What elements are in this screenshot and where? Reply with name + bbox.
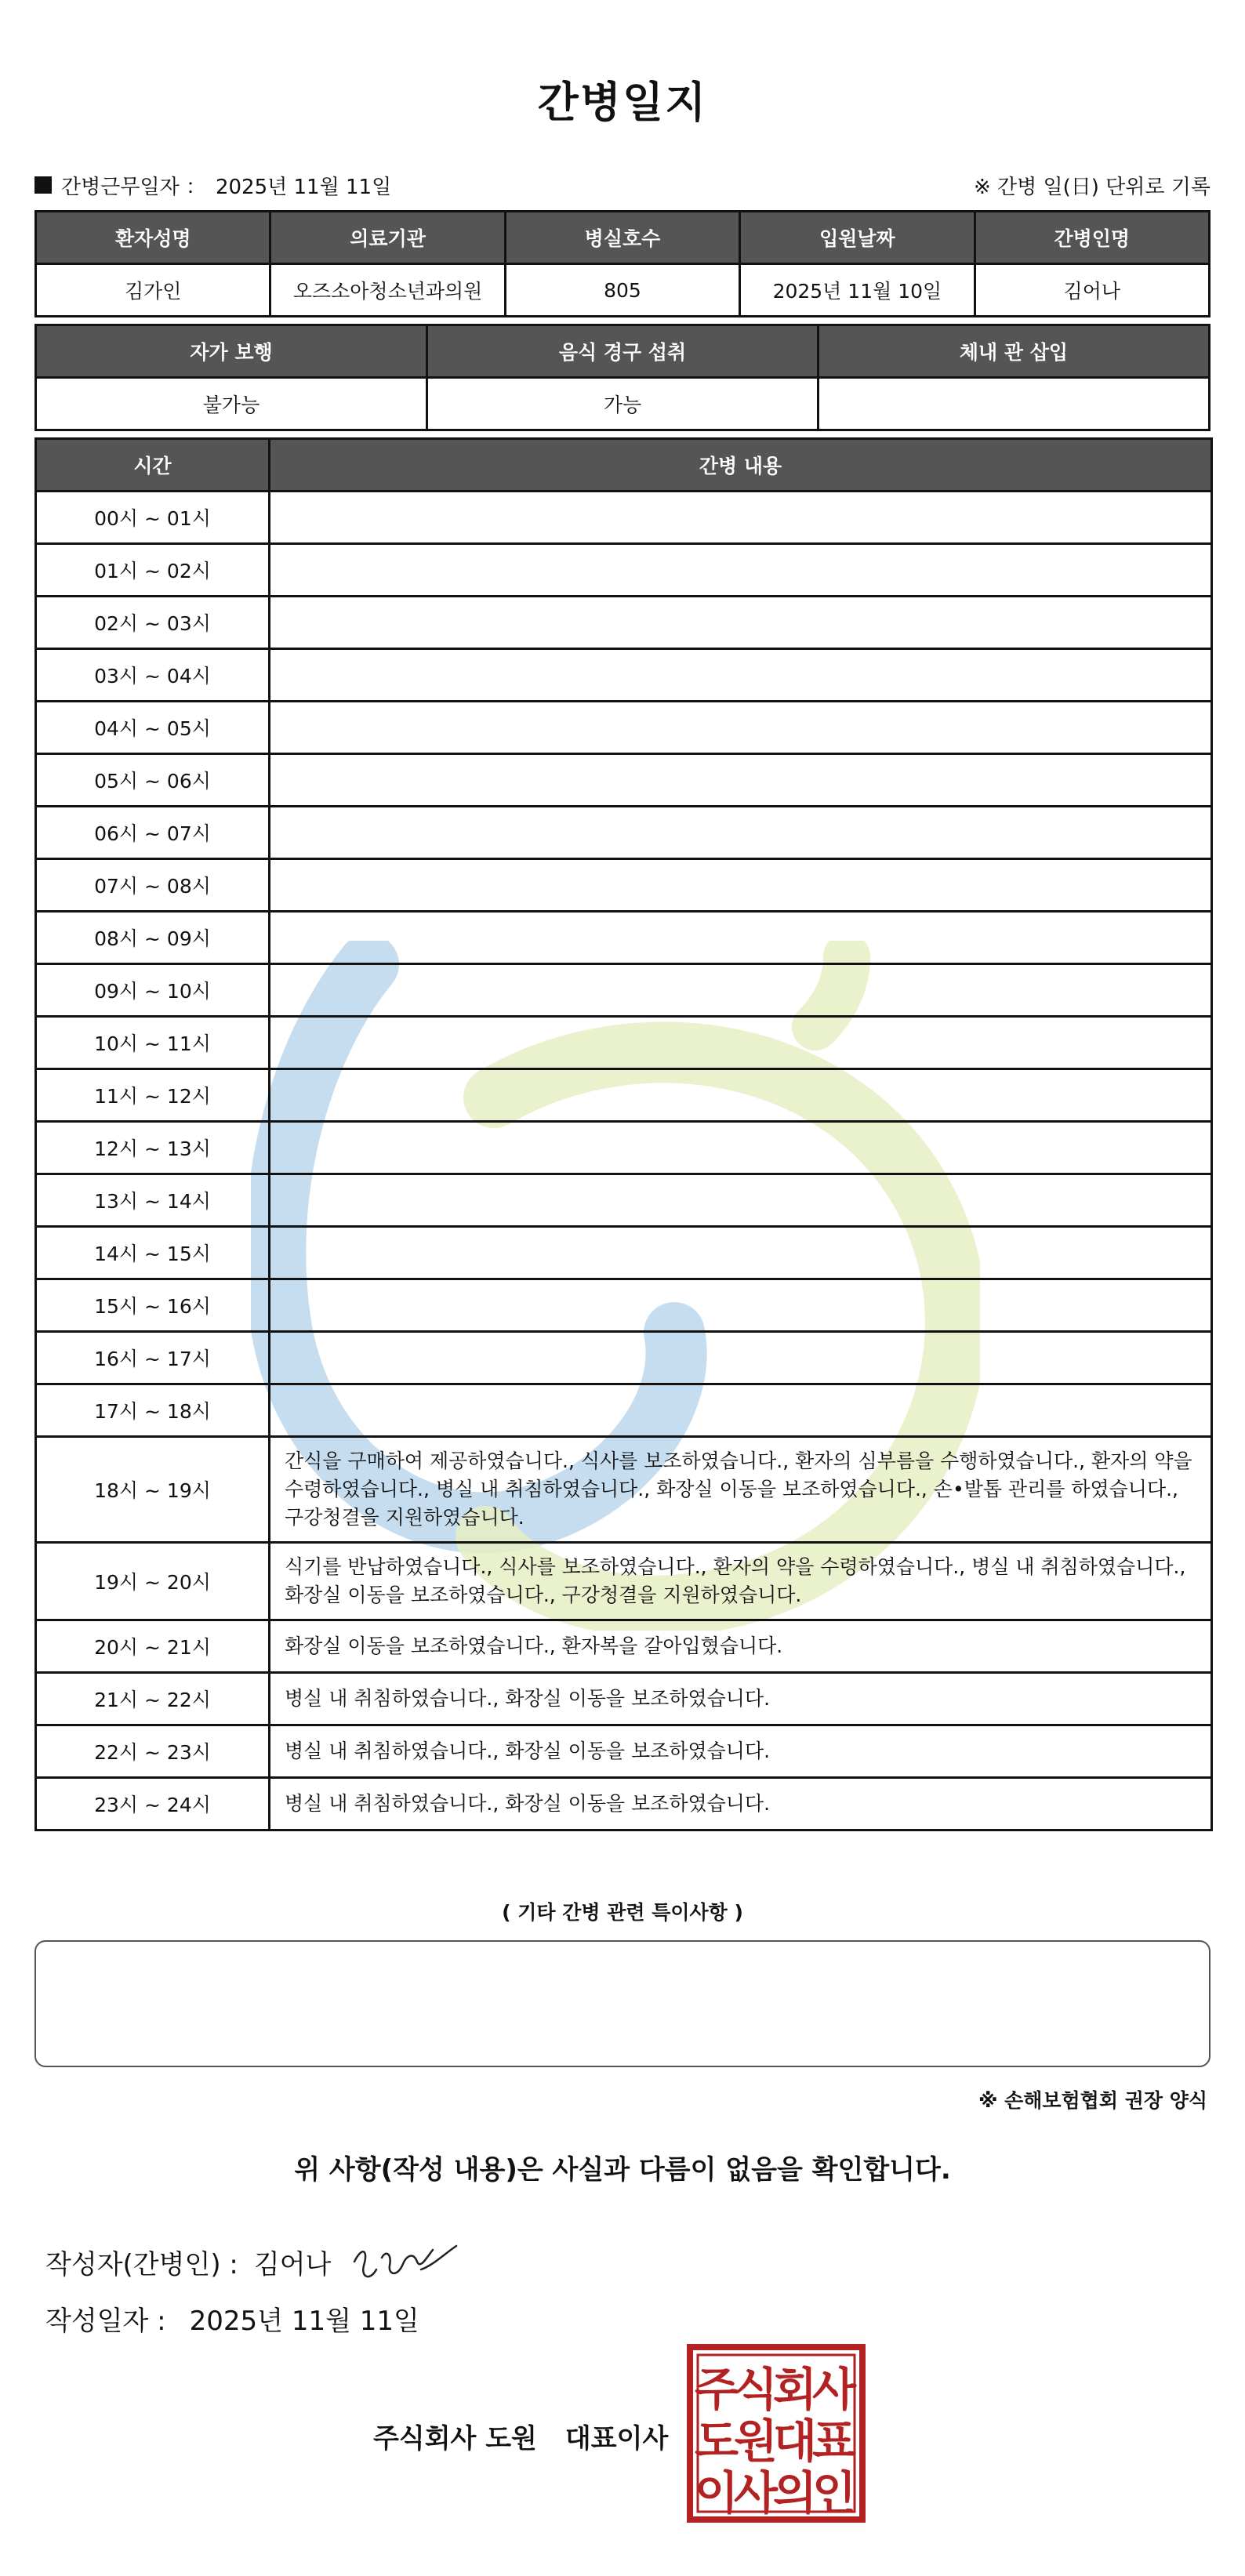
seal-char: 주	[694, 2363, 739, 2416]
care-log-body	[36, 492, 1212, 1830]
header-hospital: 의료기관	[270, 212, 505, 264]
care-content-cell	[270, 492, 1212, 544]
header-walking: 자가 보행	[36, 325, 427, 378]
care-content-cell	[270, 754, 1212, 807]
table-row	[36, 544, 1212, 597]
care-content-cell: 식기를 반납하였습니다., 식사를 보조하였습니다., 환자의 약을 수령하였습니다., 병실 내 취침하였습니다., 화장실 이동을 보조하였습니다., 구강청결을 지원하였습니다.	[270, 1543, 1212, 1620]
written-date-label: 작성일자 :	[45, 2306, 166, 2337]
time-cell: 14시 ~ 15시	[36, 1227, 270, 1279]
writer-line	[45, 2234, 464, 2289]
care-content-cell	[270, 1384, 1212, 1437]
table-row	[36, 1543, 1212, 1620]
recommend-note: ※ 손해보험협회 권장 양식	[978, 2089, 1207, 2112]
header-admission-date: 입원날짜	[740, 212, 975, 264]
seal-char: 인	[811, 2466, 857, 2520]
time-cell: 01시 ~ 02시	[36, 544, 270, 597]
care-content-cell	[270, 597, 1212, 649]
oral-intake-value: 가능	[427, 378, 819, 430]
table-row	[36, 1725, 1212, 1778]
writer-name: 김어나	[253, 2248, 332, 2280]
care-content-cell	[270, 1332, 1212, 1384]
header-oral-intake: 음식 경구 섭취	[427, 325, 819, 378]
walking-value: 불가능	[36, 378, 427, 430]
time-cell: 23시 ~ 24시	[36, 1778, 270, 1830]
time-cell: 16시 ~ 17시	[36, 1332, 270, 1384]
table-row	[36, 1174, 1212, 1227]
time-cell: 13시 ~ 14시	[36, 1174, 270, 1227]
unit-note: ※ 간병 일(日) 단위로 기록	[973, 175, 1211, 199]
header-time: 시간	[36, 439, 270, 492]
care-content-cell	[270, 702, 1212, 754]
table-row	[36, 1069, 1212, 1122]
time-cell: 17시 ~ 18시	[36, 1384, 270, 1437]
seal-char: 원	[733, 2415, 779, 2468]
time-cell: 22시 ~ 23시	[36, 1725, 270, 1778]
table-row	[36, 702, 1212, 754]
care-log-table	[34, 437, 1213, 1831]
header-patient-name: 환자성명	[36, 212, 270, 264]
time-cell: 04시 ~ 05시	[36, 702, 270, 754]
table-row	[36, 964, 1212, 1017]
admission-date: 2025년 11월 10일	[740, 264, 975, 317]
table-row	[36, 1384, 1212, 1437]
care-content-cell	[270, 1174, 1212, 1227]
seal-char: 의	[772, 2466, 818, 2520]
table-row	[36, 1778, 1212, 1830]
room-number: 805	[505, 264, 739, 317]
table-row	[36, 1122, 1212, 1174]
notes-title: ( 기타 간병 관련 특이사항 )	[502, 1901, 743, 1924]
care-content-cell	[270, 964, 1212, 1017]
care-content-cell	[270, 859, 1212, 912]
table-row	[36, 597, 1212, 649]
caregiver-name: 김어나	[975, 264, 1209, 317]
time-cell: 12시 ~ 13시	[36, 1122, 270, 1174]
table-row	[36, 1332, 1212, 1384]
seal-char: 이	[694, 2466, 739, 2520]
time-cell: 19시 ~ 20시	[36, 1543, 270, 1620]
signature-icon	[347, 2234, 464, 2289]
care-content-cell: 화장실 이동을 보조하였습니다., 환자복을 갈아입혔습니다.	[270, 1620, 1212, 1673]
time-cell: 06시 ~ 07시	[36, 807, 270, 859]
care-content-cell	[270, 544, 1212, 597]
care-content-cell	[270, 807, 1212, 859]
time-cell: 02시 ~ 03시	[36, 597, 270, 649]
header-room: 병실호수	[505, 212, 739, 264]
table-row	[36, 859, 1212, 912]
care-content-cell	[270, 1069, 1212, 1122]
written-date-value: 2025년 11월 11일	[189, 2306, 419, 2337]
header-caregiver: 간병인명	[975, 212, 1209, 264]
seal-char: 회	[772, 2363, 818, 2416]
time-cell: 07시 ~ 08시	[36, 859, 270, 912]
time-cell: 09시 ~ 10시	[36, 964, 270, 1017]
seal-char: 사	[811, 2363, 857, 2416]
time-cell: 08시 ~ 09시	[36, 912, 270, 964]
care-content-cell: 병실 내 취침하였습니다., 화장실 이동을 보조하였습니다.	[270, 1725, 1212, 1778]
time-cell: 03시 ~ 04시	[36, 649, 270, 702]
company-seal-icon	[687, 2344, 866, 2523]
work-date-value: 2025년 11월 11일	[215, 175, 392, 199]
patient-info-table	[34, 210, 1211, 317]
table-row	[36, 754, 1212, 807]
care-content-cell	[270, 649, 1212, 702]
time-cell: 10시 ~ 11시	[36, 1017, 270, 1069]
seal-char: 대	[772, 2415, 818, 2468]
table-row	[36, 807, 1212, 859]
table-row	[36, 1437, 1212, 1543]
table-row	[36, 492, 1212, 544]
care-content-cell: 병실 내 취침하였습니다., 화장실 이동을 보조하였습니다.	[270, 1673, 1212, 1725]
written-date-line	[45, 2299, 419, 2338]
header-care-content: 간병 내용	[270, 439, 1212, 492]
notes-box	[34, 1940, 1211, 2067]
table-row	[36, 1227, 1212, 1279]
company-title: 대표이사	[564, 2423, 669, 2454]
patient-status-table	[34, 324, 1211, 431]
hospital-name: 오즈소아청소년과의원	[270, 264, 505, 317]
care-content-cell: 간식을 구매하여 제공하였습니다., 식사를 보조하였습니다., 환자의 심부름을 수행하였습니다., 환자의 약을 수령하였습니다., 병실 내 취침하였습니다., 화장실 이동을 보조하였습니다., 손•발톱 관리를 하였습니다., 구강청결을 지원하였습니다.	[270, 1437, 1212, 1543]
work-date	[34, 171, 391, 200]
time-cell: 21시 ~ 22시	[36, 1673, 270, 1725]
care-content-cell	[270, 1017, 1212, 1069]
time-cell: 18시 ~ 19시	[36, 1437, 270, 1543]
company-name: 주식회사 도원	[373, 2423, 537, 2454]
table-row	[36, 1673, 1212, 1725]
square-bullet-icon	[34, 176, 52, 194]
care-content-cell	[270, 1227, 1212, 1279]
tube-value	[819, 378, 1210, 430]
patient-name: 김가인	[36, 264, 270, 317]
time-cell: 05시 ~ 06시	[36, 754, 270, 807]
time-cell: 11시 ~ 12시	[36, 1069, 270, 1122]
table-row	[36, 912, 1212, 964]
care-content-cell	[270, 912, 1212, 964]
seal-char: 도	[694, 2415, 739, 2468]
confirm-statement: 위 사항(작성 내용)은 사실과 다름이 없음을 확인합니다.	[294, 2154, 951, 2186]
page-title: 간병일지	[537, 78, 708, 127]
seal-char: 표	[811, 2415, 857, 2468]
care-content-cell: 병실 내 취침하였습니다., 화장실 이동을 보조하였습니다.	[270, 1778, 1212, 1830]
time-cell: 00시 ~ 01시	[36, 492, 270, 544]
time-cell: 20시 ~ 21시	[36, 1620, 270, 1673]
table-row	[36, 1279, 1212, 1332]
meta-row	[34, 169, 1211, 201]
company-line	[373, 2417, 668, 2455]
table-row	[36, 1620, 1212, 1673]
seal-char: 사	[733, 2466, 779, 2520]
care-content-cell	[270, 1122, 1212, 1174]
table-row	[36, 1017, 1212, 1069]
time-cell: 15시 ~ 16시	[36, 1279, 270, 1332]
header-tube: 체내 관 삽입	[819, 325, 1210, 378]
care-content-cell	[270, 1279, 1212, 1332]
seal-char: 식	[733, 2363, 779, 2416]
table-row	[36, 649, 1212, 702]
writer-label: 작성자(간병인) :	[45, 2248, 238, 2280]
work-date-label: 간병근무일자 ：	[61, 175, 206, 199]
